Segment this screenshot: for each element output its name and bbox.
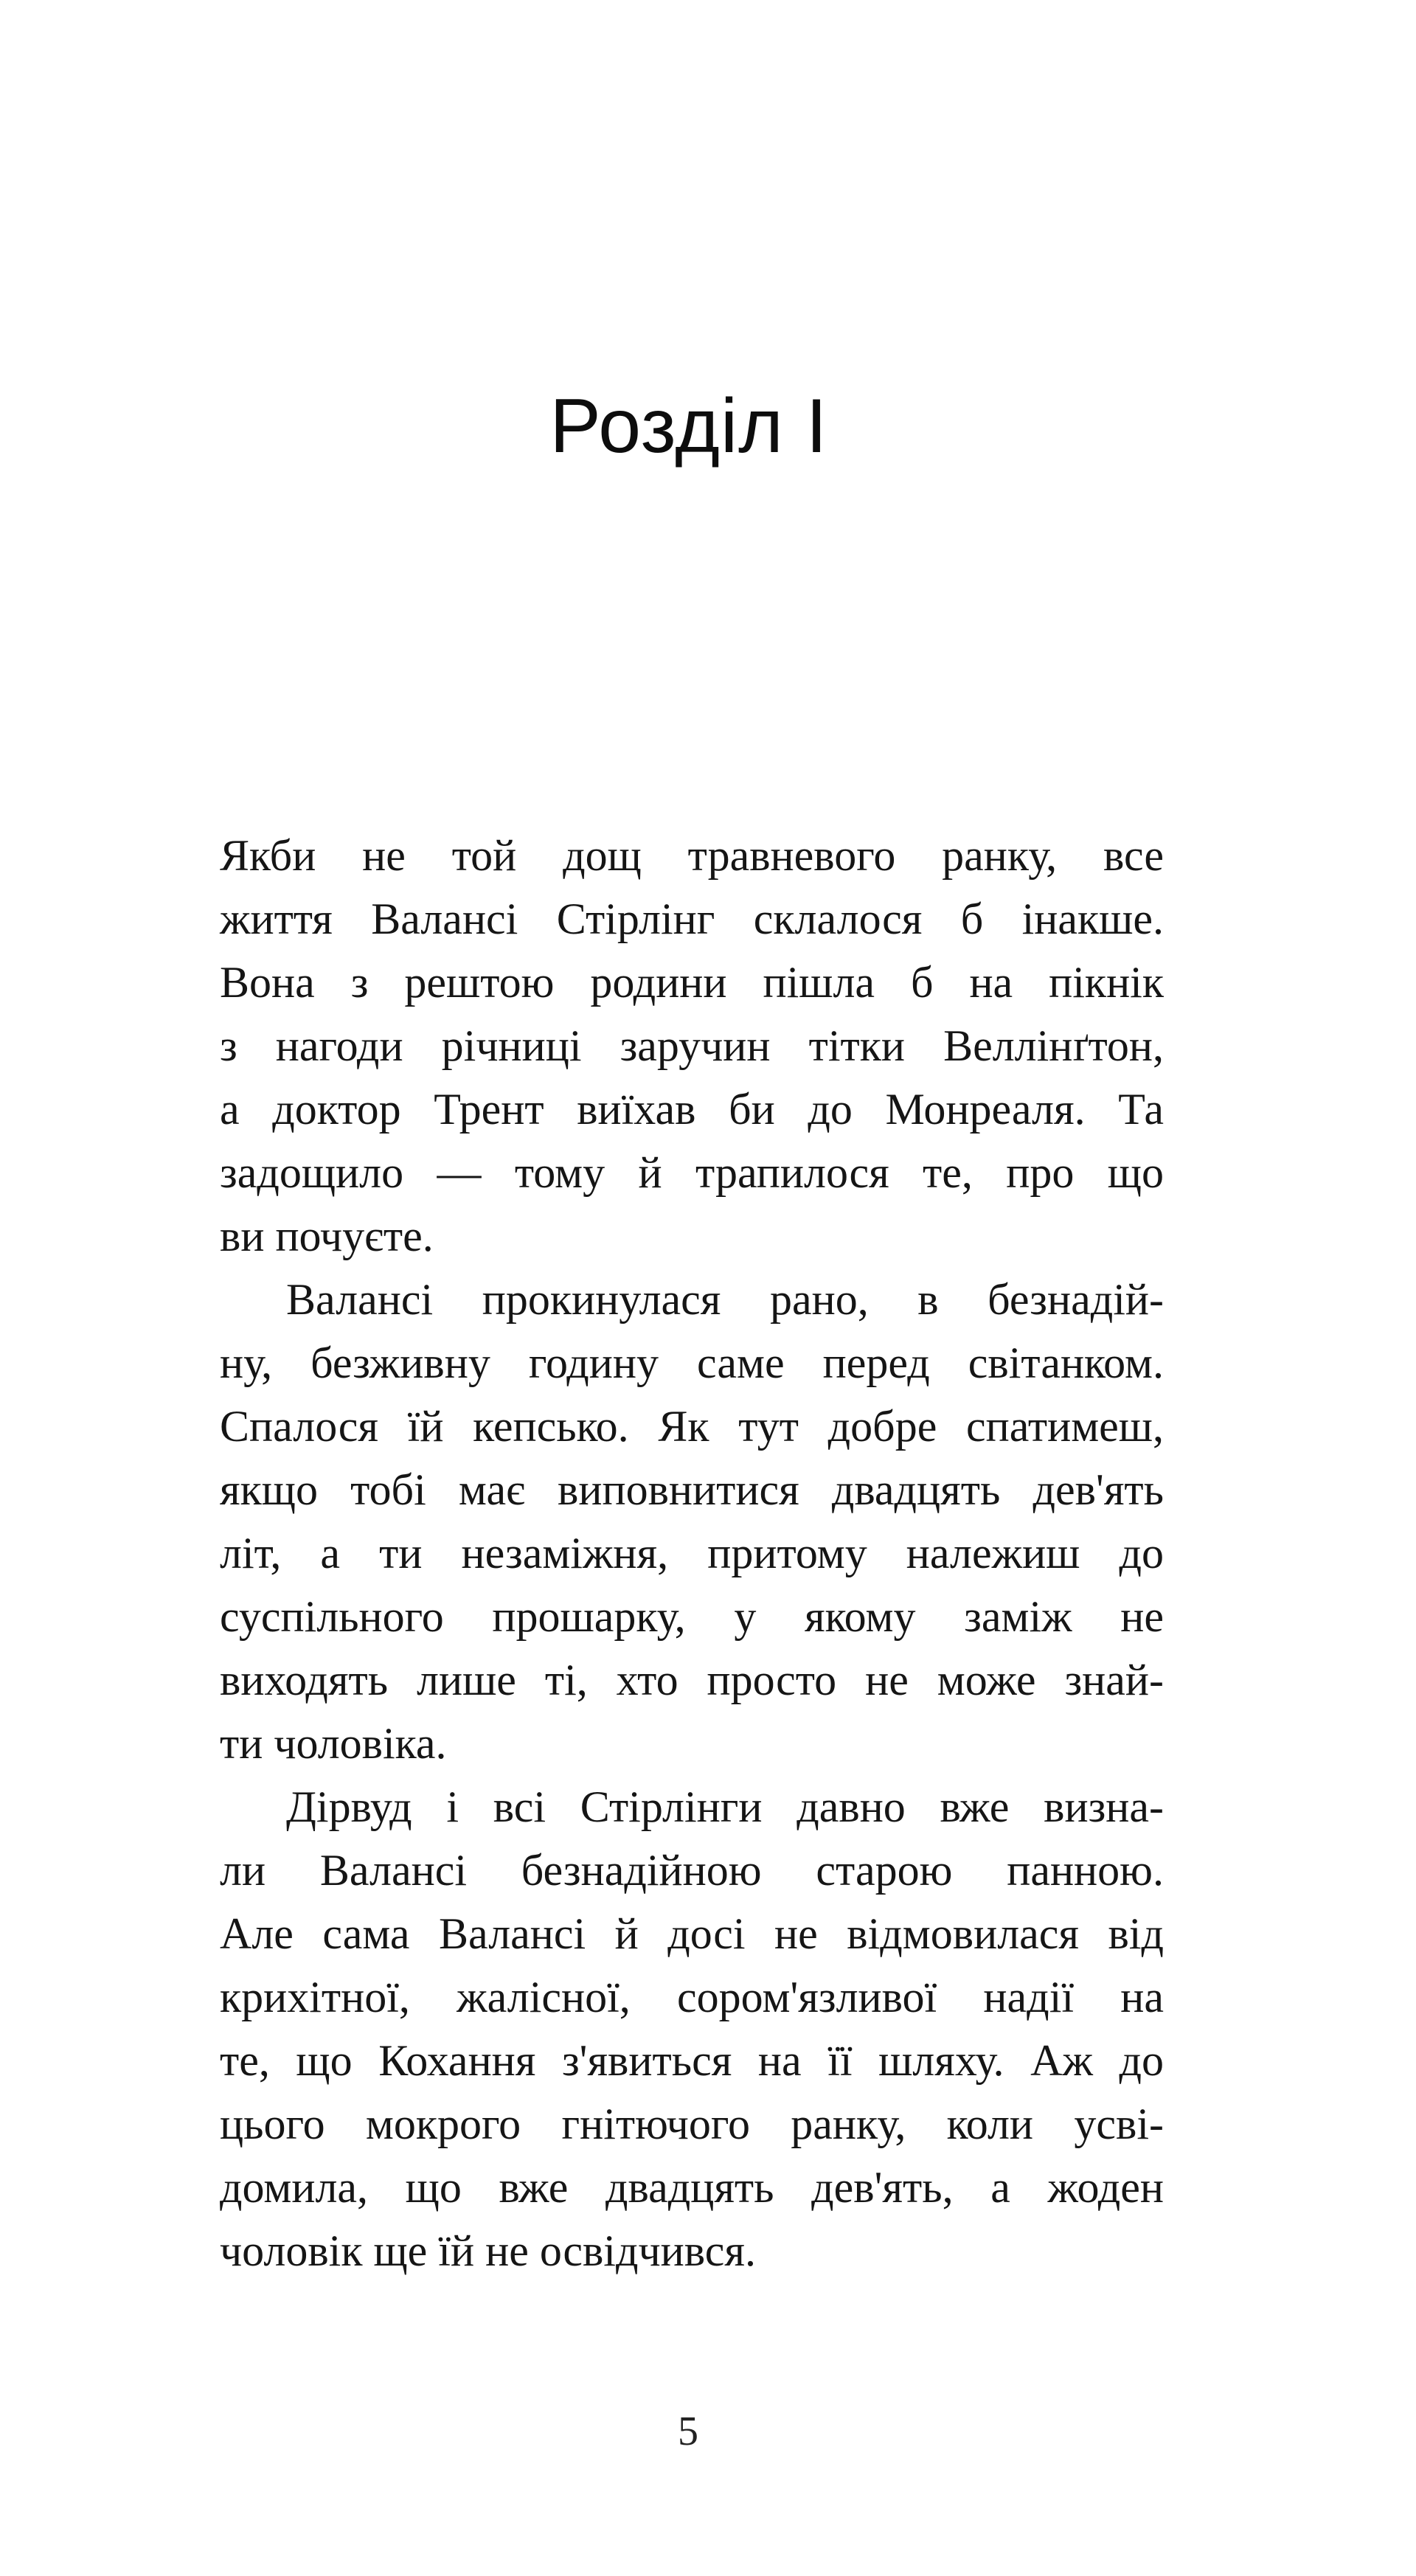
text-line: те, що Кохання з'явиться на її шляху. Аж до: [220, 2036, 1164, 2085]
text-line: суспільного прошарку, у якому заміж не: [220, 1592, 1164, 1641]
text-line: крихітної, жалісної, сором'язливої надії на: [220, 1973, 1164, 2021]
text-line: задощило — тому й трапилося те, про що: [220, 1148, 1164, 1197]
text-line: літ, а ти незаміжня, притому належиш до: [220, 1529, 1164, 1577]
chapter-body: [220, 824, 1164, 2282]
text-line: чоловік ще їй не освідчився.: [220, 2226, 756, 2275]
text-line: якщо тобі має виповнитися двадцять дев'ять: [220, 1465, 1164, 1514]
text-line: виходять лише ті, хто просто не може знай-: [220, 1656, 1164, 1704]
text-line: а доктор Трент виїхав би до Монреаля. Та: [220, 1085, 1164, 1133]
text-line: Вона з рештою родини пішла б на пікнік: [220, 958, 1164, 1007]
text-line: Дірвуд і всі Стірлінги давно вже визна-: [286, 1782, 1164, 1831]
text-line: Якби не той дощ травневого ранку, все: [220, 831, 1164, 880]
text-line: домила, що вже двадцять дев'ять, а жоден: [220, 2163, 1164, 2212]
text-line: ли Валансі безнадійною старою панною.: [220, 1846, 1164, 1895]
text-line: ви почуєте.: [220, 1212, 434, 1260]
paragraph: [220, 1775, 1164, 2282]
text-line: Валансі прокинулася рано, в безнадій-: [286, 1275, 1164, 1324]
page-number: 5: [678, 2409, 698, 2454]
text-line: ти чоловіка.: [220, 1719, 447, 1768]
text-line: Але сама Валансі й досі не відмовилася від: [220, 1909, 1164, 1958]
text-line: з нагоди річниці заручин тітки Веллінґтон,: [220, 1021, 1164, 1070]
paragraph: [220, 1268, 1164, 1775]
text-line: цього мокрого гнітючого ранку, коли усві-: [220, 2100, 1164, 2148]
text-line: ну, безживну годину саме перед світанком.: [220, 1339, 1164, 1387]
text-line: Спалося їй кепсько. Як тут добре спатимеш,: [220, 1402, 1164, 1451]
paragraph: [220, 824, 1164, 1268]
text-line: життя Валансі Стірлінг склалося б інакше.: [220, 895, 1164, 943]
chapter-title: Розділ I: [549, 383, 828, 469]
